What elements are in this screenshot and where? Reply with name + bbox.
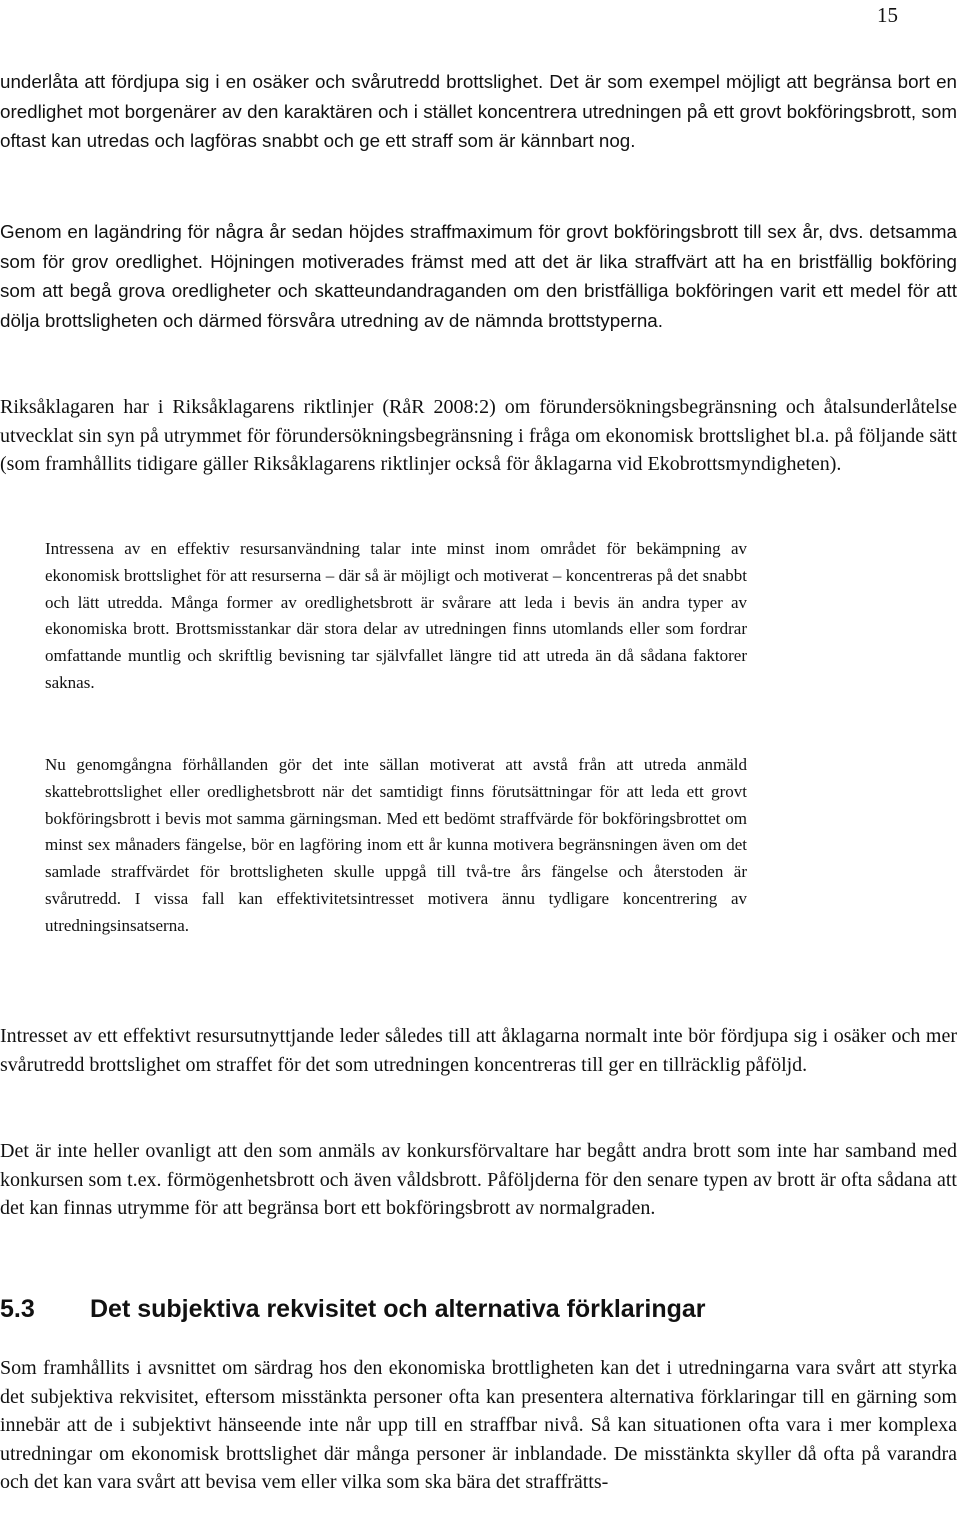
paragraph-resource-limitation: underlåta att fördjupa sig i en osäker och svårutredd brottslighet. Det är som exempel möjligt att begränsa bort en oredlighet mot borgenärer av den karaktären och i stället koncentrera utredningen på ett grovt bokföringsbrott, som oftast kan utredas och lagföras snabbt och ge ett straff som är kännbart nog. [0,71,957,151]
section-title: Det subjektiva rekvisitet och alternativa förklaringar [90,1295,706,1323]
paragraph-subjective-element: Som framhållits i avsnittet om särdrag hos den ekonomiska brottligheten kan det i utredningarna vara svårt att styrka det subjektiva rekvisitet, eftersom misstänkta personer ofta kan presentera alternativa förklaringar till en gärning som innebär att de i subjektivt hänseende inte når upp till en straffbar nivå. Så kan situationen ofta vara i mer komplexa utredningar om ekonomisk brottslighet där många personer är inblandade. De misstänkta skyller då ofta på varandra och det kan vara svårt att bevisa vem eller vilka som ska bära det straffrätts- [0,1357,957,1493]
paragraph-law-change: Genom en lagändring för några år sedan höjdes straffmaximum för grovt bokföringsbrott till sex år, dvs. detsamma som för grov oredlighet. Höjningen motiverades främst med att det är lika straffvärt att ha en bristfällig bokföring som att begå grova oredligheter och skatteundandraganden om den bristfälliga bokföringen varit ett medel för att dölja brottsligheten och därmed försvåra utredning av de nämnda brottstyperna. [0,221,957,331]
paragraph-effective-resources: Intresset av ett effektivt resursutnyttjande leder således till att åklagarna normalt inte bör fördjupa sig i osäker och mer svårutredd brottslighet om straffet för det som utredningen koncentreras till ger en tillräcklig påföljd. [0,1025,957,1076]
paragraph-other-crimes: Det är inte heller ovanligt att den som anmäls av konkursförvaltare har begått andra brott som inte har samband med konkursen som t.ex. förmögenhetsbrott och även våldsbrott. Påföljderna för den senare typen av brott är ofta sådana att det kan finnas utrymme för att begränsa bort ett bokföringsbrott av normalgraden. [0,1140,957,1219]
section-heading [0,1293,706,1325]
quote-prosecution-limitation: Nu genomgångna förhållanden gör det inte sällan motiverat att avstå från att utreda anmäld skattebrottslighet eller oredlighetsbrott när det samtidigt finns förutsättningar för att leda ett grovt bokföringsbrott i bevis mot samma gärningsman. Med ett bedömt straffvärde för bokföringsbrottet om minst sex månaders fängelse, bör en lagföring inom ett år kunna motivera begränsningen även om det samlade straffvärdet för brottsligheten skulle uppgå till två-tre års fängelse och återstoden är svårutredd. I vissa fall kan effektivitetsintresset motivera ännu tydligare koncentrering av utredningsinsatserna. [45,755,747,935]
quote-resource-efficiency: Intressena av en effektiv resursanvändning talar inte minst inom området för bekämpning av ekonomisk brottslighet för att resurserna – där så är möjligt och motiverat – koncentreras på det snabbt och lätt utredda. Många former av oredlighetsbrott är svårare att leda i bevis än andra typer av ekonomiska brott. Brottsmisstankar där stora delar av utredningen finns utomlands eller som fordrar omfattande muntlig och skriftlig bevisning tar självfallet längre tid att utreda än då sådana faktorer saknas. [45,539,747,692]
paragraph-riksaklagaren: Riksåklagaren har i Riksåklagarens riktlinjer (RåR 2008:2) om förundersökningsbegränsning och åtalsunderlåtelse utvecklat sin syn på utrymmet för förundersökningsbegränsning i fråga om ekonomisk brottslighet bl.a. på följande sätt (som framhållits tidigare gäller Riksåklagarens riktlinjer också för åklagarna vid Ekobrottsmyndigheten). [0,396,957,475]
page-number: 15 [877,3,898,27]
section-number: 5.3 [0,1295,35,1323]
